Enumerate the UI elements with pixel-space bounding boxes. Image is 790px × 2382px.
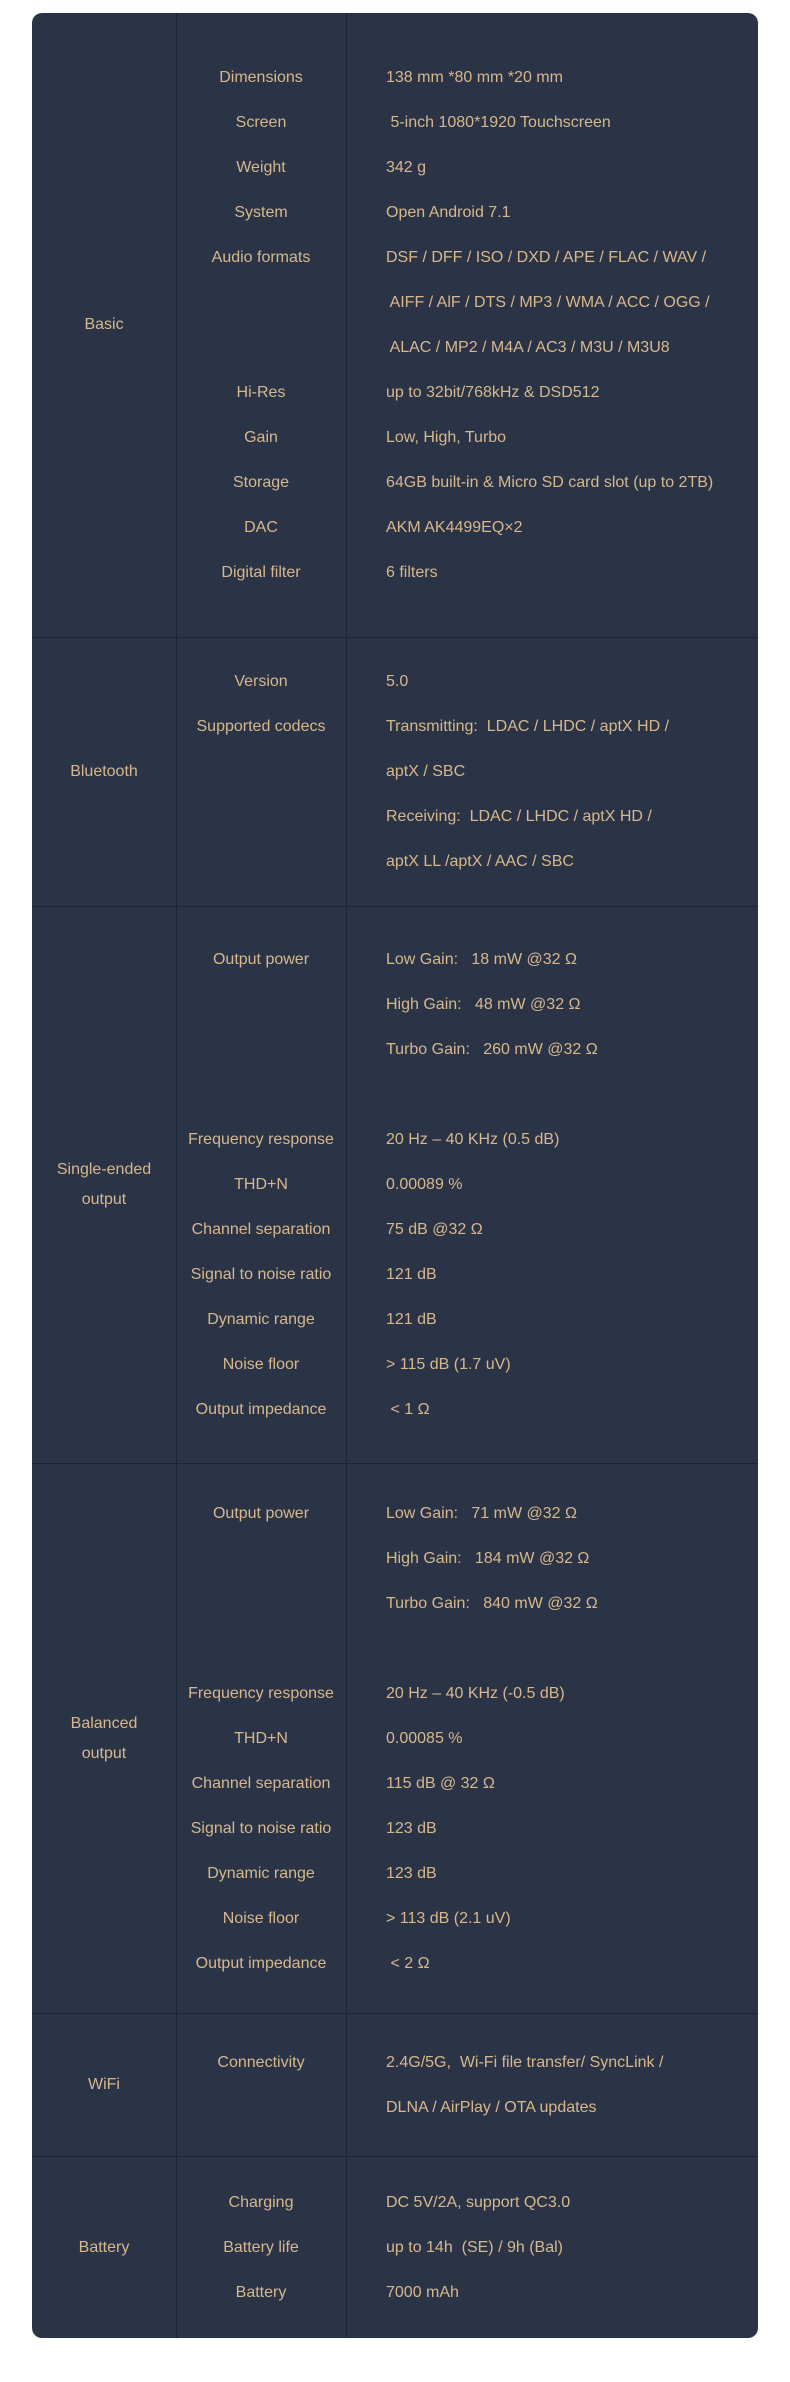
row-label: Noise floor	[222, 1356, 300, 1373]
table-row	[176, 1028, 758, 1073]
table-row	[176, 1208, 758, 1253]
table-row	[176, 280, 758, 325]
row-value: 0.00089 %	[386, 1176, 463, 1193]
table-row	[176, 55, 758, 100]
table-row	[176, 1073, 758, 1118]
section-battery	[32, 2156, 758, 2338]
row-value: 5-inch 1080*1920 Touchscreen	[386, 113, 611, 131]
row-label: Dynamic range	[207, 1864, 315, 1882]
row-value: 2.4G/5G, Wi-Fi file transfer/ SyncLink /	[386, 2053, 664, 2071]
row-value: 121 dB	[386, 1311, 437, 1328]
table-row	[176, 1761, 758, 1806]
table-row	[176, 1343, 758, 1388]
section-bluetooth	[32, 637, 758, 906]
table-row	[176, 1581, 758, 1626]
table-row	[176, 983, 758, 1028]
section-name: WiFi	[88, 2076, 120, 2093]
row-label: Output impedance	[195, 1954, 327, 1972]
row-value: DSF / DFF / ISO / DXD / APE / FLAC / WAV /	[386, 248, 707, 266]
row-value: > 115 dB (1.7 uV)	[386, 1356, 511, 1373]
table-row	[176, 705, 758, 750]
table-row	[176, 235, 758, 280]
row-value: < 2 Ω	[386, 1954, 430, 1972]
row-value: 6 filters	[386, 563, 438, 581]
row-label: System	[234, 203, 288, 221]
section-basic	[32, 13, 758, 637]
row-value: aptX LL /aptX / AAC / SBC	[386, 853, 574, 870]
section-name: Balanced output	[70, 1714, 138, 1762]
column-divider-2	[346, 13, 347, 2338]
row-value: up to 14h (SE) / 9h (Bal)	[386, 2238, 563, 2256]
row-value: 20 Hz – 40 KHz (-0.5 dB)	[386, 1684, 565, 1702]
table-row	[176, 1298, 758, 1343]
table-row	[176, 100, 758, 145]
row-label: Output power	[212, 951, 310, 968]
table-row	[176, 2085, 758, 2130]
table-row	[176, 2270, 758, 2315]
row-label: Audio formats	[211, 248, 311, 266]
row-value: 5.0	[386, 673, 409, 690]
table-row	[176, 1163, 758, 1208]
row-label: Frequency response	[188, 1131, 334, 1148]
row-label: Output power	[212, 1504, 310, 1522]
spec-sections	[32, 13, 758, 2338]
row-value: > 113 dB (2.1 uV)	[386, 1909, 511, 1927]
row-value: 7000 mAh	[386, 2283, 459, 2301]
table-row	[176, 1716, 758, 1761]
row-label: Signal to noise ratio	[190, 1266, 332, 1283]
table-row	[176, 1941, 758, 1986]
row-value: 121 dB	[386, 1266, 437, 1283]
row-label: Digital filter	[221, 563, 301, 581]
row-label: Weight	[236, 158, 286, 176]
row-label: THD+N	[234, 1176, 288, 1193]
table-row	[176, 1388, 758, 1433]
section-rows	[176, 13, 758, 637]
row-value: Open Android 7.1	[386, 203, 511, 221]
row-value: DLNA / AirPlay / OTA updates	[386, 2098, 597, 2116]
row-value: Low, High, Turbo	[386, 428, 507, 446]
section-rows	[176, 1464, 758, 2013]
table-row	[176, 938, 758, 983]
row-label: Output impedance	[195, 1401, 327, 1418]
table-row	[176, 2225, 758, 2270]
column-divider-1	[176, 13, 177, 2338]
table-row	[176, 1896, 758, 1941]
table-row	[176, 145, 758, 190]
row-label: THD+N	[234, 1729, 288, 1747]
row-value: 75 dB @32 Ω	[386, 1221, 483, 1238]
table-row	[176, 1118, 758, 1163]
table-row	[176, 1536, 758, 1581]
row-label: Channel separation	[191, 1774, 331, 1792]
row-label: Version	[234, 673, 288, 690]
row-value: 342 g	[386, 158, 427, 176]
row-label: Signal to noise ratio	[190, 1819, 332, 1837]
row-label: Dimensions	[219, 68, 303, 86]
table-row	[176, 840, 758, 885]
row-value: aptX / SBC	[386, 763, 466, 780]
row-value: < 1 Ω	[386, 1401, 430, 1418]
table-row	[176, 505, 758, 550]
table-row	[176, 460, 758, 505]
row-label: Channel separation	[191, 1221, 331, 1238]
row-label: Noise floor	[222, 1909, 300, 1927]
row-value: AKM AK4499EQ×2	[386, 518, 523, 536]
row-value: High Gain: 184 mW @32 Ω	[386, 1549, 590, 1567]
table-row	[176, 750, 758, 795]
row-value: Turbo Gain: 840 mW @32 Ω	[386, 1594, 598, 1612]
row-label: Screen	[235, 113, 287, 131]
row-label: Storage	[232, 473, 290, 491]
row-value: DC 5V/2A, support QC3.0	[386, 2193, 571, 2211]
table-row	[176, 1491, 758, 1536]
spec-table	[32, 13, 758, 2338]
row-label: Supported codecs	[196, 718, 326, 735]
row-value: Turbo Gain: 260 mW @32 Ω	[386, 1041, 598, 1058]
table-row	[176, 2180, 758, 2225]
section-rows	[176, 2157, 758, 2338]
row-value: 0.00085 %	[386, 1729, 463, 1747]
section-balanced-output	[32, 1463, 758, 2013]
row-value: ALAC / MP2 / M4A / AC3 / M3U / M3U8	[386, 338, 670, 356]
section-name: Bluetooth	[70, 763, 138, 780]
row-value: Low Gain: 71 mW @32 Ω	[386, 1504, 577, 1522]
row-label: Battery life	[223, 2238, 299, 2256]
row-value: 138 mm *80 mm *20 mm	[386, 68, 563, 86]
table-row	[176, 370, 758, 415]
row-label: Charging	[228, 2193, 294, 2211]
row-value: 123 dB	[386, 1819, 437, 1837]
section-name: Battery	[78, 2238, 130, 2256]
table-row	[176, 550, 758, 595]
row-value: High Gain: 48 mW @32 Ω	[386, 996, 581, 1013]
table-row	[176, 1253, 758, 1298]
table-row	[176, 1851, 758, 1896]
row-label: Battery	[235, 2283, 287, 2301]
row-value: 123 dB	[386, 1864, 437, 1882]
section-wifi	[32, 2013, 758, 2156]
row-label: DAC	[244, 518, 278, 536]
row-value: Transmitting: LDAC / LHDC / aptX HD /	[386, 718, 670, 735]
row-value: Receiving: LDAC / LHDC / aptX HD /	[386, 808, 652, 825]
row-label: Hi-Res	[236, 383, 286, 401]
row-label: Connectivity	[217, 2053, 305, 2071]
section-name: Basic	[84, 316, 124, 333]
section-single-ended-output	[32, 906, 758, 1463]
table-row	[176, 660, 758, 705]
section-rows	[176, 638, 758, 906]
table-row	[176, 2040, 758, 2085]
row-label: Frequency response	[188, 1684, 334, 1702]
section-rows	[176, 2014, 758, 2156]
row-value: 64GB built-in & Micro SD card slot (up to 2TB)	[386, 473, 714, 491]
row-value: AIFF / AlF / DTS / MP3 / WMA / ACC / OGG /	[386, 293, 710, 311]
table-row	[176, 1806, 758, 1851]
row-label: Gain	[244, 428, 278, 446]
row-label: Dynamic range	[207, 1311, 315, 1328]
row-value: Low Gain: 18 mW @32 Ω	[386, 951, 577, 968]
table-row	[176, 415, 758, 460]
table-row	[176, 325, 758, 370]
table-row	[176, 1671, 758, 1716]
row-value: 115 dB @ 32 Ω	[386, 1774, 495, 1792]
table-row	[176, 190, 758, 235]
table-row	[176, 1626, 758, 1671]
section-name: Single-ended output	[56, 1161, 152, 1208]
row-value: 20 Hz – 40 KHz (0.5 dB)	[386, 1131, 560, 1148]
section-rows	[176, 907, 758, 1463]
table-row	[176, 795, 758, 840]
row-value: up to 32bit/768kHz & DSD512	[386, 383, 600, 401]
